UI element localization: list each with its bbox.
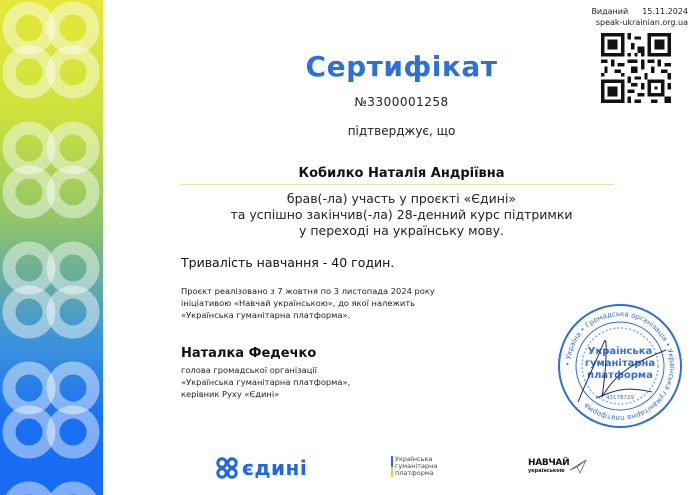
participation-line: брав(-ла) участь у проєкті «Єдині»	[286, 191, 517, 206]
stamp-center-line: платформа	[587, 370, 653, 381]
participation-line: та успішно закінчив(-ла) 28-денний курс підтримки	[230, 207, 573, 222]
yedyni-logo-text: єдині	[242, 456, 308, 480]
navchai-logo	[528, 458, 587, 474]
ugp-logo-line: Українська	[395, 455, 433, 463]
ugp-logo-line: гуманітарна	[395, 462, 438, 470]
signer-role	[181, 364, 350, 400]
stamp-center-line: гуманітарна	[584, 358, 656, 369]
navchai-logo-subtext: українською	[528, 467, 565, 474]
signer-role-line: керівник Руху «Єдині»	[181, 389, 280, 399]
ukraine-flag-bar-icon	[391, 456, 393, 477]
website-link[interactable]: speak-ukrainian.org.ua	[595, 18, 688, 27]
ugp-logo-line: платформа	[395, 469, 434, 477]
signer-role-line: голова громадської організації	[181, 365, 317, 375]
navchai-logo-text: НАВЧАЙ	[528, 457, 570, 468]
confirms-text: підтверджує, що	[347, 124, 456, 138]
project-line: ініціативою «Навчай українською», до якої належить	[181, 298, 416, 308]
issued-info	[591, 6, 688, 28]
paper-plane-icon	[569, 458, 587, 474]
signer-name: Наталка Федечко	[181, 346, 317, 361]
official-stamp-icon	[556, 302, 684, 430]
yedyni-logo	[216, 456, 307, 480]
certificate-number: №3300001258	[354, 95, 449, 109]
stamp-ring-text: • Україна • Громадська організація • Українська гуманітарна платформа	[563, 309, 677, 423]
project-description	[181, 285, 435, 321]
project-line: Проєкт реалізовано з 7 жовтня по 3 листопада 2024 року	[181, 286, 435, 296]
ornament-pattern-icon	[0, 0, 103, 495]
signer-block	[181, 346, 350, 400]
name-divider	[180, 184, 614, 185]
ugp-logo	[391, 456, 437, 477]
training-duration: Тривалість навчання - 40 годин.	[181, 255, 395, 270]
stamp-center-line: Українська	[587, 346, 653, 357]
issued-date: 15.11.2024	[642, 7, 688, 16]
participation-text	[103, 191, 700, 239]
issued-label: Виданий	[591, 7, 629, 16]
yedyni-flower-icon	[216, 457, 238, 479]
stamp-id-code: 43178729	[606, 395, 634, 401]
signer-role-line: «Українська гуманітарна платформа»,	[181, 377, 351, 387]
participation-line: у переході на українську мову.	[299, 223, 504, 238]
certificate-title: Сертифікат	[305, 50, 498, 83]
recipient-name: Кобилко Наталія Андріївна	[298, 166, 505, 181]
project-line: «Українська гуманітарна платформа».	[181, 310, 351, 320]
decorative-side-band	[0, 0, 103, 495]
